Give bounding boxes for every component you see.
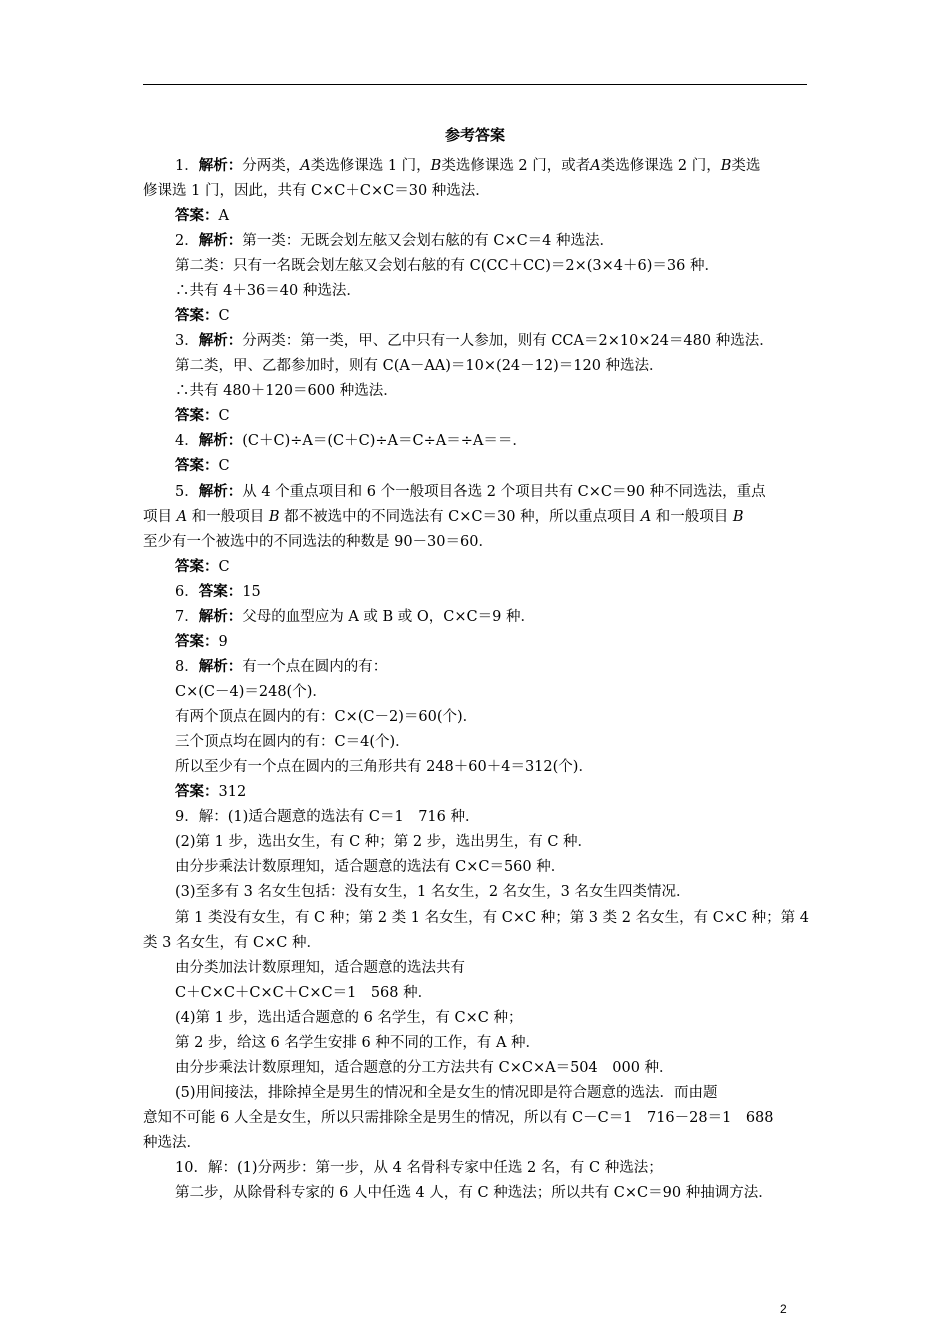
q9-line-4: (3)至多有 3 名女生包括：没有女生，1 名女生，2 名女生，3 名女生四类情况． [175,884,691,900]
q9-line-12: (5)用间接法，排除掉全是男生的情况和全是女生的情况即是符合题意的选法．而由题 [175,1085,718,1101]
q2-line-2: 第二类：只有一名既会划左舷又会划右舷的有 C(CC＋CC)＝2×(3×4＋6)＝36 种． [175,258,719,274]
q9-line-9: (4)第 1 步，选出适合题意的 6 名学生，有 C×C 种； [175,1010,523,1026]
q8-line-3: 有两个顶点在圆内的有：C×(C－2)＝60(个)． [175,709,478,725]
q2-line-1: 2．解析：第一类：无既会划左舷又会划右舷的有 C×C＝4 种选法． [175,232,615,249]
q8-line-2: C×(C－4)＝248(个)． [175,684,327,700]
q1-line-2: 修课选 1 门，因此，共有 C×C＋C×C＝30 种选法． [143,183,490,199]
q4-line-1: 4．解析：(C＋C)÷A＝(C＋C)÷A＝C÷A＝÷A＝＝． [175,432,527,449]
q9-line-3: 由分步乘法计数原理知，适合题意的选法有 C×C＝560 种． [175,859,566,875]
q5-line-2: 项目 A 和一般项目 B 都不被选中的不同选法有 C×C＝30 种，所以重点项目 A 和一般项目 B [143,509,744,525]
q9-line-1: 9．解：(1)适合题意的选法有 C＝1 716 种． [175,809,480,825]
q9-line-11: 由分步乘法计数原理知，适合题意的分工方法共有 C×C×A＝504 000 种． [175,1060,674,1076]
q10-line-1: 10．解：(1)分两步：第一步，从 4 名骨科专家中任选 2 名，有 C 种选法； [175,1160,663,1176]
q3-line-1: 3．解析：分两类：第一类，甲、乙中只有一人参加，则有 CCA＝2×10×24＝480 种选法． [175,332,774,349]
q9-line-6: 类 3 名女生，有 C×C 种． [143,935,321,951]
q9-line-5: 第 1 类没有女生，有 C 种；第 2 类 1 名女生，有 C×C 种；第 3 类 2 名女生，有 C×C 种；第 4 [175,910,809,926]
q4-answer: 答案：C [175,457,230,474]
q8-line-1: 8．解析：有一个点在圆内的有： [175,658,388,675]
q9-line-14: 种选法． [143,1135,201,1151]
page-number: 2 [780,1302,787,1316]
q3-answer: 答案：C [175,407,230,424]
q8-line-5: 所以至少有一个点在圆内的三角形共有 248＋60＋4＝312(个)． [175,759,593,775]
q5-answer: 答案：C [175,558,230,575]
q2-line-3: ∴共有 4＋36＝40 种选法． [175,283,361,299]
q9-line-7: 由分类加法计数原理知，适合题意的选法共有 [175,960,465,976]
page-title: 参考答案 [444,126,505,144]
q9-line-2: (2)第 1 步，选出女生，有 C 种；第 2 步，选出男生，有 C 种． [175,834,593,850]
q8-answer: 答案：312 [175,783,247,800]
q9-line-8: C＋C×C＋C×C＋C×C＝1 568 种． [175,985,433,1001]
q5-line-3: 至少有一个被选中的不同选法的种数是 90－30＝60． [143,534,493,550]
q8-line-4: 三个顶点均在圆内的有：C＝4(个)． [175,734,410,750]
q10-line-2: 第二步，从除骨科专家的 6 人中任选 4 人，有 C 种选法；所以共有 C×C＝90 种抽调方法． [175,1185,773,1201]
q7-line-1: 7．解析：父母的血型应为 A 或 B 或 O，C×C＝9 种． [175,608,535,625]
q1-line-1: 1．解析：分两类，A类选修课选 1 门，B类选修课选 2 门，或者A类选修课选 2 门，B类选 [175,157,761,174]
q6-answer: 6．答案：15 [175,583,261,600]
q5-line-1: 5．解析：从 4 个重点项目和 6 个一般项目各选 2 个项目共有 C×C＝90 种不同选法，重点 [175,483,766,500]
q2-answer: 答案：C [175,307,230,324]
q7-answer: 答案：9 [175,633,228,650]
q9-line-13: 意知不可能 6 人全是女生，所以只需排除全是男生的情况，所以有 C－C＝1 716－28＝1 688 [143,1110,774,1126]
header-rule [143,84,807,85]
q3-line-2: 第二类，甲、乙都参加时，则有 C(A－AA)＝10×(24－12)＝120 种选法． [175,358,664,374]
q9-line-10: 第 2 步，给这 6 名学生安排 6 种不同的工作，有 A 种． [175,1035,541,1051]
q1-answer: 答案：A [175,207,229,224]
q3-line-3: ∴共有 480＋120＝600 种选法． [175,383,398,399]
